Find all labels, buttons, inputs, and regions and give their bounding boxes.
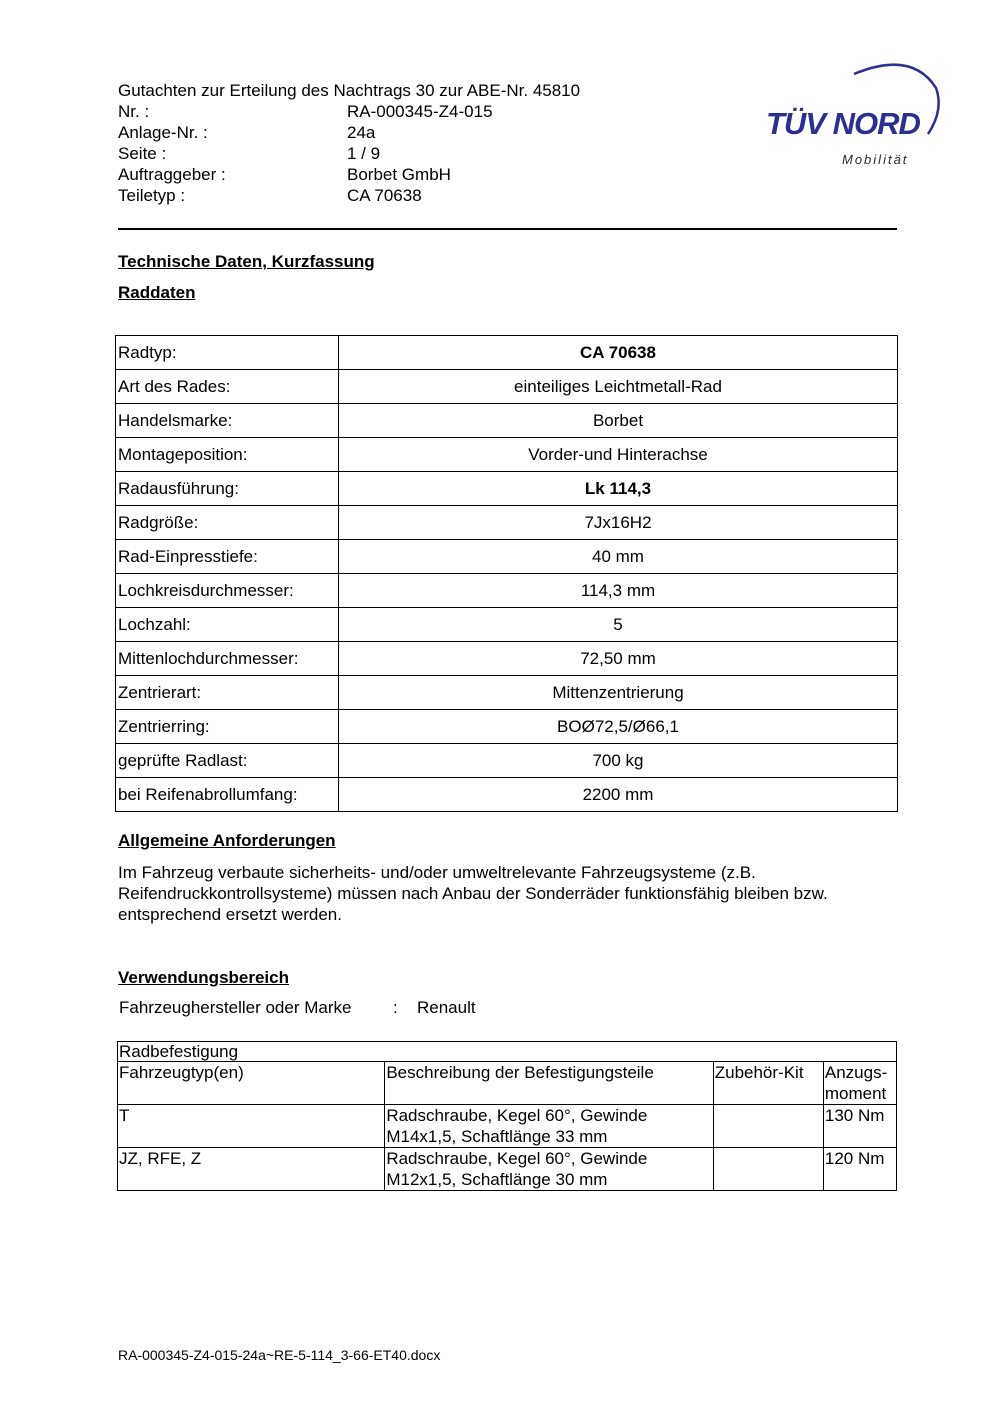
section-heading-raddaten: Raddaten xyxy=(118,283,196,302)
table-row xyxy=(118,1148,897,1191)
column-header: Zubehör-Kit xyxy=(713,1062,823,1105)
table-header-row xyxy=(118,1062,897,1105)
table-cell: T xyxy=(118,1105,385,1148)
table-cell-value: 114,3 mm xyxy=(339,574,898,608)
allgemeine-anforderungen-text: Im Fahrzeug verbaute sicherheits- und/oder umweltrelevante Fahrzeugsysteme (z.B. Reifendruckkontrollsysteme) müssen nach Anbau der Sonderräder funktionsfähig bleiben bzw. entsprechend ersetzt werden. xyxy=(118,863,828,924)
table-row xyxy=(116,744,898,778)
table-cell-key: bei Reifenabrollumfang: xyxy=(116,778,339,812)
table-cell: 130 Nm xyxy=(823,1105,896,1148)
table-cell-value: 5 xyxy=(339,608,898,642)
table-cell: Radschraube, Kegel 60°, Gewinde M14x1,5, Schaftlänge 33 mm xyxy=(385,1105,713,1148)
table-row xyxy=(116,608,898,642)
table-cell-key: Zentrierring: xyxy=(116,710,339,744)
table-row xyxy=(116,710,898,744)
logo-brand-text: TÜV NORD xyxy=(766,106,920,141)
column-header: Anzugs- moment xyxy=(823,1062,896,1105)
table-cell-key: Radtyp: xyxy=(116,336,339,370)
footer-filename: RA-000345-Z4-015-24a~RE-5-114_3-66-ET40.docx xyxy=(118,1347,441,1363)
table-row xyxy=(116,574,898,608)
table-cell-value: 700 kg xyxy=(339,744,898,778)
table-row xyxy=(116,404,898,438)
column-header: Fahrzeugtyp(en) xyxy=(118,1062,385,1105)
table-cell-key: Radgröße: xyxy=(116,506,339,540)
header-value: 24a xyxy=(347,123,376,142)
table-title-row xyxy=(118,1042,897,1062)
table-cell-value: Lk 114,3 xyxy=(339,472,898,506)
table-cell-key: geprüfte Radlast: xyxy=(116,744,339,778)
header-value: Borbet GmbH xyxy=(347,165,451,184)
header-value: 1 / 9 xyxy=(347,144,381,163)
header-label: Anlage-Nr. : xyxy=(118,123,208,142)
document-title: Gutachten zur Erteilung des Nachtrags 30 zur ABE-Nr. 45810 xyxy=(118,81,581,100)
table-cell-value: BOØ72,5/Ø66,1 xyxy=(339,710,898,744)
table-cell-key: Rad-Einpresstiefe: xyxy=(116,540,339,574)
hersteller-value: Renault xyxy=(417,998,476,1017)
table-cell-value: Mittenzentrierung xyxy=(339,676,898,710)
table-cell: JZ, RFE, Z xyxy=(118,1148,385,1191)
table-cell-key: Lochzahl: xyxy=(116,608,339,642)
section-heading-technische-daten: Technische Daten, Kurzfassung xyxy=(118,252,375,271)
logo-subtitle: Mobilität xyxy=(842,152,909,167)
table-cell-value: 2200 mm xyxy=(339,778,898,812)
table-cell-key: Art des Rades: xyxy=(116,370,339,404)
header-value: RA-000345-Z4-015 xyxy=(347,102,493,121)
table-row xyxy=(116,472,898,506)
table-cell-value: CA 70638 xyxy=(339,336,898,370)
table-cell-value: 7Jx16H2 xyxy=(339,506,898,540)
table-cell-key: Zentrierart: xyxy=(116,676,339,710)
hersteller-separator: : xyxy=(393,998,398,1017)
section-heading-verwendungsbereich: Verwendungsbereich xyxy=(118,968,289,987)
table-row xyxy=(116,642,898,676)
section-heading-allgemeine-anforderungen: Allgemeine Anforderungen xyxy=(118,831,336,850)
table-title: Radbefestigung xyxy=(118,1042,897,1062)
header-label: Auftraggeber : xyxy=(118,165,226,184)
table-cell xyxy=(713,1105,823,1148)
table-cell-key: Mittenlochdurchmesser: xyxy=(116,642,339,676)
wheel-data-table xyxy=(115,335,898,812)
table-cell-key: Lochkreisdurchmesser: xyxy=(116,574,339,608)
table-cell-key: Montageposition: xyxy=(116,438,339,472)
table-cell-value: einteiliges Leichtmetall-Rad xyxy=(339,370,898,404)
table-row xyxy=(118,1105,897,1148)
table-row xyxy=(116,370,898,404)
table-row xyxy=(116,438,898,472)
column-header: Beschreibung der Befestigungsteile xyxy=(385,1062,713,1105)
tuev-nord-logo xyxy=(762,58,942,173)
table-cell-value: 72,50 mm xyxy=(339,642,898,676)
table-row xyxy=(116,778,898,812)
header-label: Seite : xyxy=(118,144,167,163)
table-cell-key: Radausführung: xyxy=(116,472,339,506)
table-cell-value: Vorder-und Hinterachse xyxy=(339,438,898,472)
table-cell: Radschraube, Kegel 60°, Gewinde M12x1,5, Schaftlänge 30 mm xyxy=(385,1148,713,1191)
table-cell-key: Handelsmarke: xyxy=(116,404,339,438)
radbefestigung-table xyxy=(117,1041,897,1191)
table-row xyxy=(116,336,898,370)
table-cell xyxy=(713,1148,823,1191)
header-divider xyxy=(118,228,897,230)
table-row xyxy=(116,506,898,540)
header-value: CA 70638 xyxy=(347,186,422,205)
table-row xyxy=(116,676,898,710)
table-cell-value: 40 mm xyxy=(339,540,898,574)
hersteller-label: Fahrzeughersteller oder Marke xyxy=(119,998,352,1017)
header-label: Nr. : xyxy=(118,102,150,121)
table-row xyxy=(116,540,898,574)
table-cell: 120 Nm xyxy=(823,1148,896,1191)
table-cell-value: Borbet xyxy=(339,404,898,438)
header-label: Teiletyp : xyxy=(118,186,186,205)
